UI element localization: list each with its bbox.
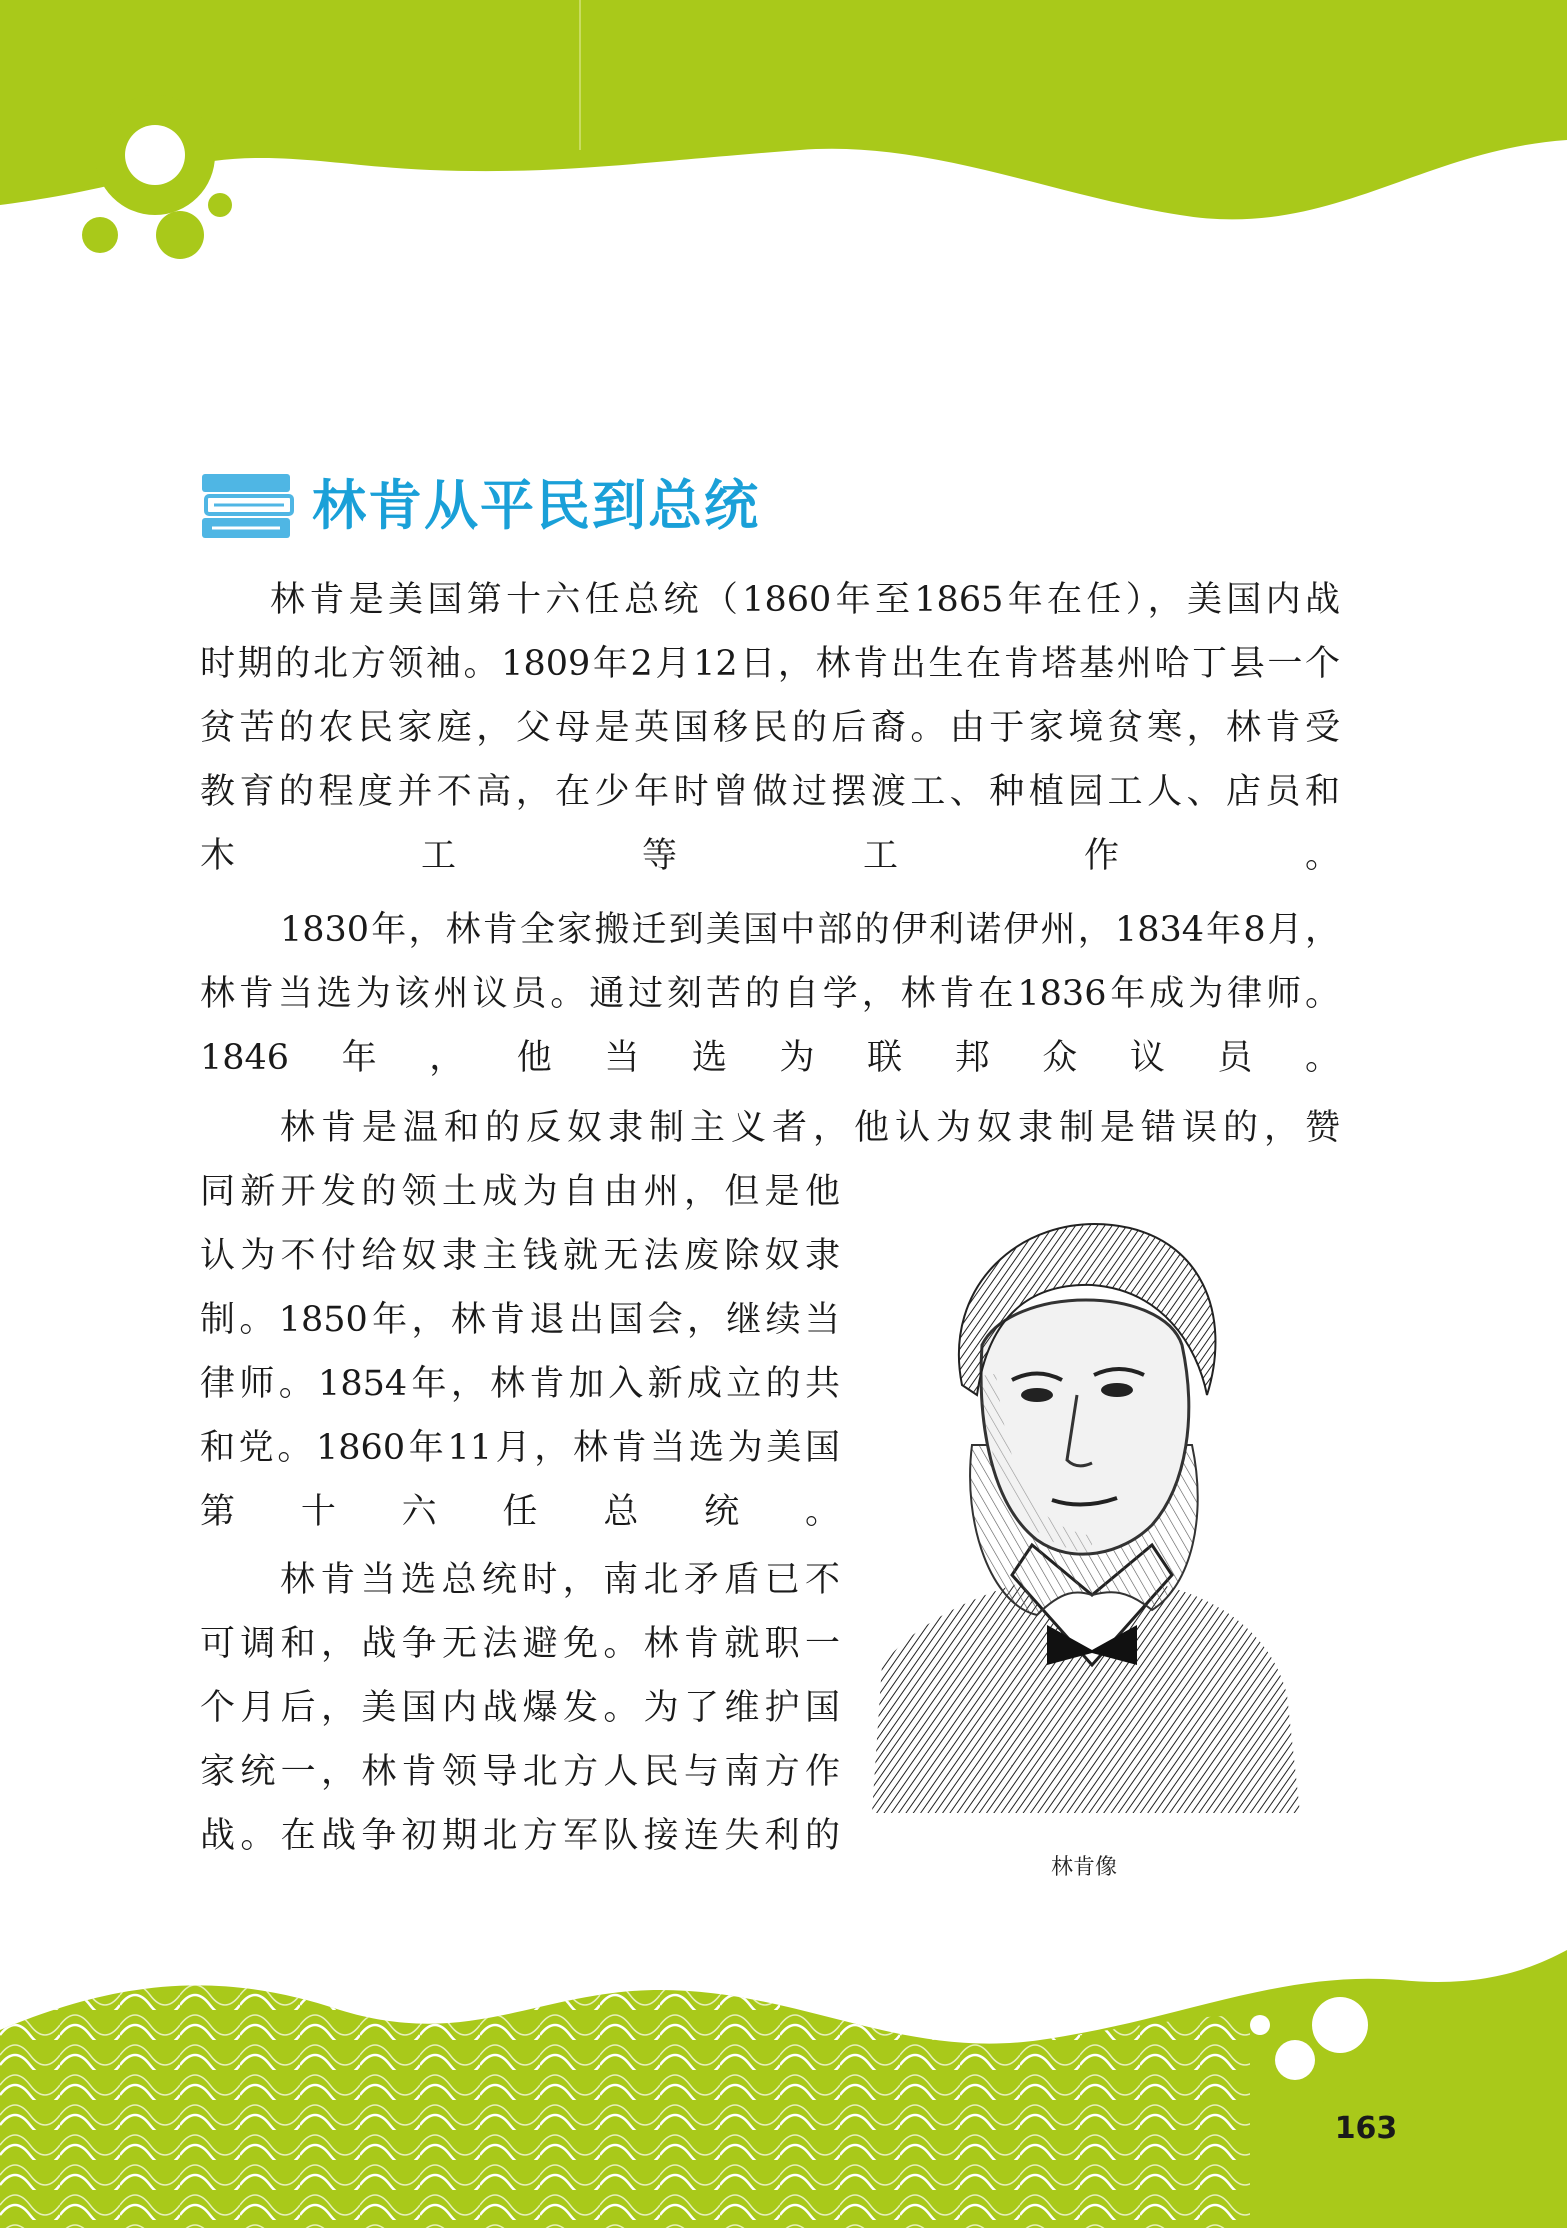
paragraph-line: 1846年，他当选为联邦众议员。	[200, 1038, 1340, 1078]
paragraph-line: 第十六任总统。	[200, 1492, 840, 1532]
paragraph-line: 林肯是美国第十六任总统（1860年至1865年在任），美国内战	[270, 580, 1340, 620]
paragraph-line: 林肯是温和的反奴隶制主义者，他认为奴隶制是错误的，赞	[280, 1108, 1340, 1148]
book-stack-icon	[200, 470, 296, 542]
paragraph-line: 教育的程度并不高，在少年时曾做过摆渡工、种植园工人、店员和	[200, 772, 1340, 812]
paragraph-line: 木工等工作。	[200, 836, 1340, 876]
paragraph-line: 可调和，战争无法避免。林肯就职一	[200, 1624, 840, 1664]
paragraph-line: 和党。1860年11月，林肯当选为美国	[200, 1428, 840, 1468]
paragraph-line: 时期的北方领袖。1809年2月12日，林肯出生在肯塔基州哈丁县一个	[200, 644, 1340, 684]
paragraph-3	[200, 1160, 840, 1544]
paragraph-4	[200, 1548, 840, 1868]
paragraph-line: 同新开发的领土成为自由州，但是他	[200, 1172, 840, 1212]
paragraph-line: 认为不付给奴隶主钱就无法废除奴隶	[200, 1236, 840, 1276]
paragraph-1	[200, 568, 1340, 888]
paragraph-line: 家统一，林肯领导北方人民与南方作	[200, 1752, 840, 1792]
lincoln-portrait-image	[862, 1195, 1300, 1813]
paragraph-line: 林肯当选总统时，南北矛盾已不	[280, 1560, 840, 1600]
paragraph-2	[200, 898, 1340, 1090]
paragraph-line: 制。1850年，林肯退出国会，继续当	[200, 1300, 840, 1340]
paragraph-line: 律师。1854年，林肯加入新成立的共	[200, 1364, 840, 1404]
paragraph-line: 战。在战争初期北方军队接连失利的	[200, 1816, 840, 1856]
section-title: 林肯从平民到总统	[312, 474, 760, 537]
paragraph-line: 林肯当选为该州议员。通过刻苦的自学，林肯在1836年成为律师。	[200, 974, 1340, 1014]
paragraph-line: 贫苦的农民家庭，父母是英国移民的后裔。由于家境贫寒，林肯受	[200, 708, 1340, 748]
decorative-circles-top	[60, 70, 260, 280]
paragraph-3-first-line	[200, 1096, 1340, 1160]
page-number: 163	[1316, 2078, 1416, 2178]
paragraph-line: 1830年，林肯全家搬迁到美国中部的伊利诺伊州，1834年8月，	[280, 910, 1340, 950]
portrait-caption: 林肯像	[1050, 1855, 1117, 1880]
paragraph-line: 个月后，美国内战爆发。为了维护国	[200, 1688, 840, 1728]
